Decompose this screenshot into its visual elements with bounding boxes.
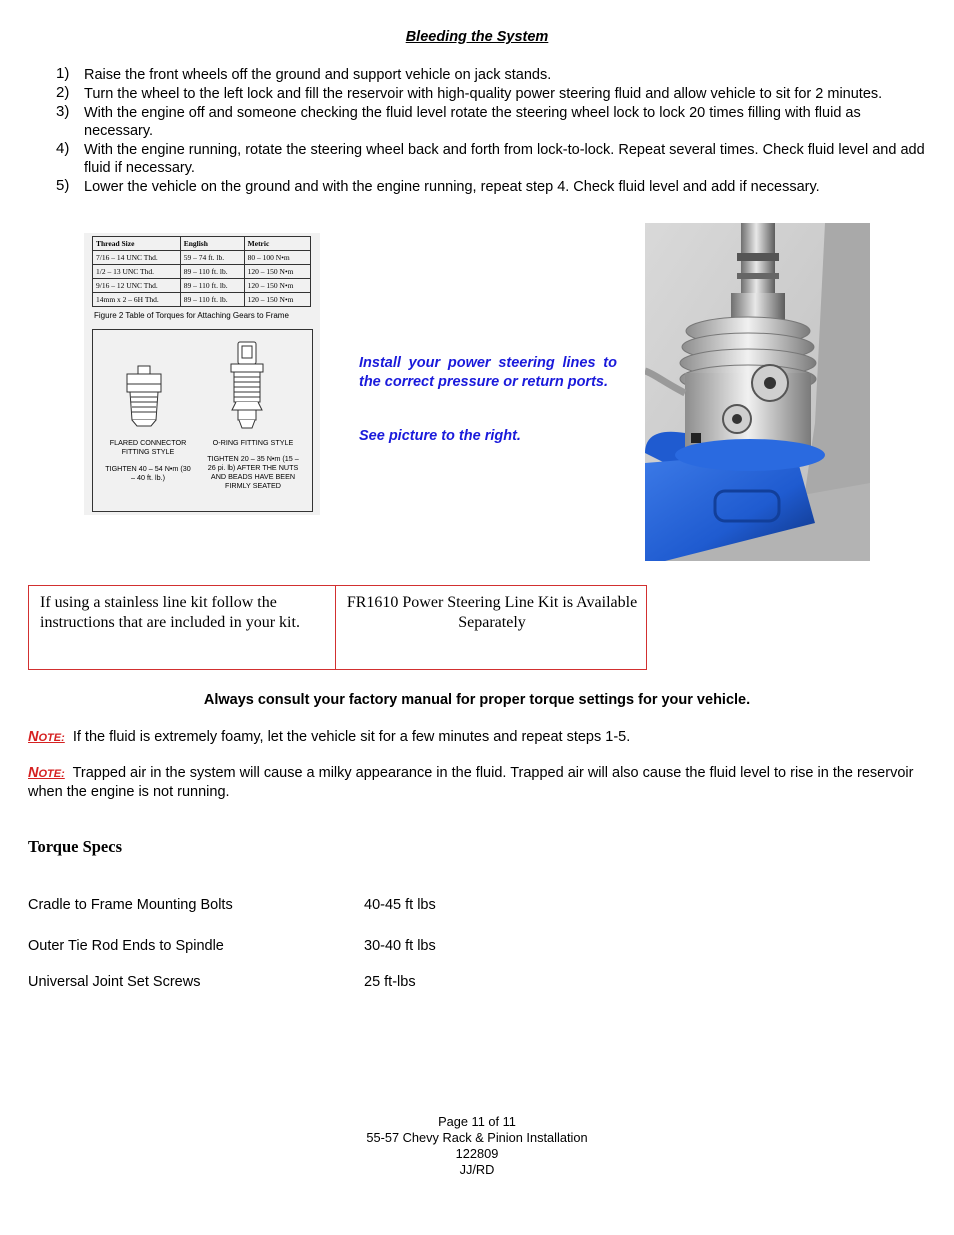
spec-name: Universal Joint Set Screws (28, 974, 201, 990)
table-cell: 120 – 150 N•m (244, 279, 310, 293)
note-text: Trapped air in the system will cause a milky appearance in the fluid. Trapped air will also cause the fluid level to rise in the reservoir when the engine is not running. (28, 765, 914, 800)
note-trapped-air (28, 764, 926, 801)
step-text: Turn the wheel to the left lock and fill the reservoir with high-quality power steering fluid and allow vehicle to sit for 2 minutes. (84, 86, 883, 102)
spec-name: Outer Tie Rod Ends to Spindle (28, 938, 224, 954)
step-number: 3) (56, 103, 70, 120)
fr1610-kit-note: FR1610 Power Steering Line Kit is Available Separately (346, 594, 638, 631)
table-cell: 120 – 150 N•m (244, 293, 310, 307)
note-label (28, 765, 65, 781)
see-picture-note: See picture to the right. (359, 428, 521, 444)
spec-value: 40-45 ft lbs (364, 897, 436, 913)
table-row (93, 251, 311, 265)
author-initials: JJ/RD (459, 1162, 495, 1177)
flared-fitting-drawing (127, 366, 161, 426)
step-number: 4) (56, 140, 70, 157)
col-header-english: English (180, 237, 244, 251)
table-cell: 7/16 – 14 UNC Thd. (93, 251, 181, 265)
note-label-initial: N (28, 729, 39, 745)
table-cell: 89 – 110 ft. lb. (180, 279, 244, 293)
note-label-rest: OTE: (38, 732, 65, 744)
step-text: With the engine off and someone checking the fluid level rotate the steering wheel lock to lock 20 times filling with fluid as necessary. (84, 105, 861, 139)
table-cell: 80 – 100 N•m (244, 251, 310, 265)
install-note: Install your power steering lines to the correct pressure or return ports. (359, 355, 617, 390)
table-row (93, 279, 311, 293)
col-header-thread: Thread Size (93, 237, 181, 251)
document-code: 122809 (455, 1146, 499, 1161)
bleeding-steps-list (28, 66, 926, 197)
fitting-diagram-box (92, 329, 313, 512)
table-cell: 59 – 74 ft. lb. (180, 251, 244, 265)
oring-fitting-title: O-RING FITTING STYLE (212, 438, 294, 447)
note-foamy (28, 728, 926, 747)
spec-value: 25 ft-lbs (364, 974, 416, 990)
step-item (28, 178, 926, 196)
spec-value: 30-40 ft lbs (364, 938, 436, 954)
note-label (28, 729, 65, 745)
valve-photo (645, 223, 870, 561)
note-text: If the fluid is extremely foamy, let the vehicle sit for a few minutes and repeat steps 1-5. (72, 729, 631, 745)
table-cell: 120 – 150 N•m (244, 265, 310, 279)
line-kit-box (28, 585, 647, 670)
torque-specs-heading: Torque Specs (28, 837, 122, 856)
note-label-rest: OTE: (38, 768, 65, 780)
oring-fitting-drawing (231, 342, 263, 428)
table-row (93, 265, 311, 279)
flared-fitting-spec: TIGHTEN 40 – 54 N•m (30 – 40 ft. lb.) (105, 464, 191, 482)
section-title: Bleeding the System (405, 29, 549, 45)
step-number: 5) (56, 177, 70, 194)
table-cell: 89 – 110 ft. lb. (180, 293, 244, 307)
step-text: With the engine running, rotate the steering wheel back and forth from lock-to-lock. Repeat several times. Check fluid level and add fluid if necessary. (84, 142, 925, 176)
document-title: 55-57 Chevy Rack & Pinion Installation (366, 1130, 588, 1145)
step-item (28, 104, 926, 140)
table-cell: 9/16 – 12 UNC Thd. (93, 279, 181, 293)
table-cell: 89 – 110 ft. lb. (180, 265, 244, 279)
spec-name: Cradle to Frame Mounting Bolts (28, 897, 233, 913)
table-header-row (93, 237, 311, 251)
page-number: Page 11 of 11 (438, 1114, 516, 1129)
gear-torque-table (92, 236, 311, 307)
step-item (28, 66, 926, 84)
step-text: Raise the front wheels off the ground and support vehicle on jack stands. (84, 67, 552, 83)
step-item (28, 141, 926, 177)
figure-caption: Figure 2 Table of Torques for Attaching Gears to Frame (94, 311, 289, 320)
step-item (28, 85, 926, 103)
page-footer (0, 1114, 954, 1178)
factory-manual-note: Always consult your factory manual for proper torque settings for your vehicle. (203, 692, 751, 708)
torque-figure (84, 233, 320, 515)
col-header-metric: Metric (244, 237, 310, 251)
power-steering-valve-image (645, 223, 870, 561)
stainless-kit-note: If using a stainless line kit follow the instructions that are included in your kit. (40, 594, 300, 631)
oring-fitting-spec: TIGHTEN 20 – 35 N•m (15 – 26 pi. lb) AFTER THE NUTS AND BEADS HAVE BEEN FIRMLY SEATED (207, 454, 299, 490)
table-row (93, 293, 311, 307)
step-number: 1) (56, 65, 70, 82)
step-text: Lower the vehicle on the ground and with the engine running, repeat step 4. Check fluid level and add if necessary. (84, 179, 820, 195)
note-label-initial: N (28, 765, 39, 781)
step-number: 2) (56, 84, 70, 101)
flared-fitting-title: FLARED CONNECTOR FITTING STYLE (109, 438, 187, 456)
table-cell: 14mm x 2 – 6H Thd. (93, 293, 181, 307)
table-cell: 1/2 – 13 UNC Thd. (93, 265, 181, 279)
